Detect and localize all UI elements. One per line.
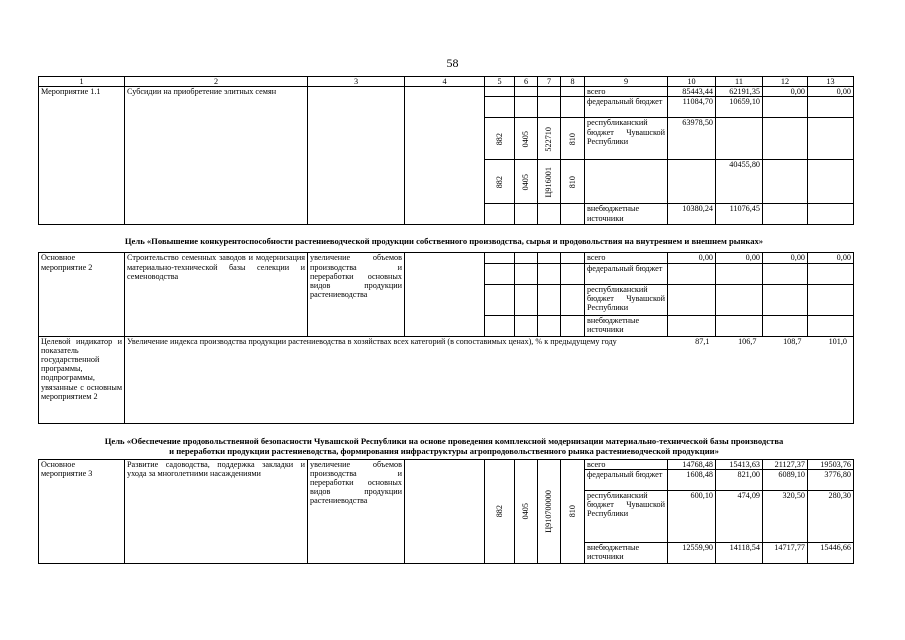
funding-source: республиканский бюджет Чувашской Республики [585, 118, 668, 160]
empty-cell [485, 284, 515, 315]
value-cell: 280,30 [808, 490, 854, 542]
value-cell: 0,00 [808, 87, 854, 97]
empty-cell [716, 263, 763, 284]
col-number: 5 [485, 77, 515, 87]
code-csr: Ц910700000 [538, 459, 561, 563]
value-cell: 1608,48 [668, 469, 716, 490]
goal-heading-line1: Цель «Обеспечение продовольственной безопасности Чувашской Республики на основе проведения комплексной модернизации материально-технической базы производства [104, 436, 784, 446]
activity-name: Основное мероприятие 3 [39, 459, 125, 563]
indicator-label: Целевой индикатор и показатель государственной программы, подпрограммы, увязанные с основным мероприятием 2 [39, 336, 125, 423]
value-cell: 14118,54 [716, 542, 763, 563]
code-csr: Ц916001 [538, 160, 561, 204]
empty-cell [763, 263, 808, 284]
col-number: 13 [808, 77, 854, 87]
empty-cell [538, 263, 561, 284]
empty-cell [515, 97, 538, 118]
page-number: 58 [446, 56, 459, 70]
activity-result: увеличение объемов производства и переработки основных видов продукции растениеводства [308, 253, 405, 336]
code-vr: 810 [561, 459, 585, 563]
value-cell: 108,7 [763, 336, 808, 423]
funding-source: федеральный бюджет [585, 469, 668, 490]
table-row [39, 253, 854, 263]
empty-cell [561, 263, 585, 284]
empty-cell [668, 160, 716, 204]
value-cell: 474,09 [716, 490, 763, 542]
empty-cell [668, 284, 716, 315]
value-cell: 21127,37 [763, 459, 808, 469]
table-row [39, 87, 854, 97]
empty-cell [515, 263, 538, 284]
empty-cell [515, 204, 538, 225]
value-cell: 0,00 [763, 87, 808, 97]
empty-cell [763, 204, 808, 225]
code-vr: 810 [561, 160, 585, 204]
funding-source: всего [585, 459, 668, 469]
empty-cell [485, 253, 515, 263]
funding-source: федеральный бюджет [585, 263, 668, 284]
funding-source: внебюджетные источники [585, 315, 668, 336]
activity-description: Субсидии на приобретение элитных семян [125, 87, 308, 225]
col-number: 7 [538, 77, 561, 87]
empty-cell [763, 97, 808, 118]
code-grbs: 882 [485, 118, 515, 160]
empty-cell [668, 263, 716, 284]
empty-cell [561, 253, 585, 263]
funding-source: федеральный бюджет [585, 97, 668, 118]
activity-description: Строительство семенных заводов и модернизация материально-технической базы селекции и семеноводства [125, 253, 308, 336]
empty-cell [485, 263, 515, 284]
empty-cell [716, 284, 763, 315]
activity-result: увеличение объемов производства и переработки основных видов продукции растениеводства [308, 459, 405, 563]
empty-cell [515, 253, 538, 263]
empty-cell [515, 284, 538, 315]
col-number: 4 [405, 77, 485, 87]
col-number: 2 [125, 77, 308, 87]
empty-cell [538, 315, 561, 336]
empty-cell [808, 204, 854, 225]
value-cell: 12559,90 [668, 542, 716, 563]
empty-cell [485, 315, 515, 336]
value-cell: 19503,76 [808, 459, 854, 469]
value-cell: 0,00 [763, 253, 808, 263]
col-number: 11 [716, 77, 763, 87]
empty-cell [716, 118, 763, 160]
value-cell: 63978,50 [668, 118, 716, 160]
funding-source: республиканский бюджет Чувашской Республики [585, 490, 668, 542]
value-cell: 85443,44 [668, 87, 716, 97]
program-table [38, 76, 854, 564]
empty-cell [538, 204, 561, 225]
col-number: 3 [308, 77, 405, 87]
empty-cell [808, 118, 854, 160]
funding-source: республиканский бюджет Чувашской Республики [585, 284, 668, 315]
funding-source: внебюджетные источники [585, 542, 668, 563]
empty-cell [308, 87, 405, 225]
empty-cell [716, 315, 763, 336]
activity-name: Основное мероприятие 2 [39, 253, 125, 336]
value-cell: 821,00 [716, 469, 763, 490]
value-cell: 15413,63 [716, 459, 763, 469]
code-csr: 522710 [538, 118, 561, 160]
empty-cell [485, 87, 515, 97]
value-cell: 101,0 [808, 336, 854, 423]
empty-cell [808, 160, 854, 204]
empty-cell [668, 315, 716, 336]
col-number: 8 [561, 77, 585, 87]
funding-source: внебюджетные источники [585, 204, 668, 225]
value-cell: 87,1 [668, 336, 716, 423]
empty-cell [515, 315, 538, 336]
empty-cell [485, 204, 515, 225]
activity-name: Мероприятие 1.1 [39, 87, 125, 225]
col-number: 12 [763, 77, 808, 87]
empty-cell [561, 97, 585, 118]
activity-description: Развитие садоводства, поддержка закладки и ухода за многолетними насаждениями [125, 459, 308, 563]
code-rz: 0405 [515, 160, 538, 204]
value-cell: 10659,10 [716, 97, 763, 118]
empty-cell [808, 315, 854, 336]
empty-cell [763, 284, 808, 315]
value-cell: 3776,80 [808, 469, 854, 490]
empty-cell [405, 253, 485, 336]
empty-cell [561, 204, 585, 225]
empty-cell [485, 97, 515, 118]
col-number: 9 [585, 77, 668, 87]
empty-cell [405, 87, 485, 225]
empty-cell [763, 160, 808, 204]
code-grbs: 882 [485, 160, 515, 204]
empty-cell [561, 284, 585, 315]
value-cell: 106,7 [716, 336, 763, 423]
col-number: 10 [668, 77, 716, 87]
value-cell: 0,00 [668, 253, 716, 263]
value-cell: 40455,80 [716, 160, 763, 204]
table-row [39, 459, 854, 469]
indicator-row [39, 336, 854, 423]
code-rz: 0405 [515, 118, 538, 160]
empty-cell [538, 87, 561, 97]
col-number: 1 [39, 77, 125, 87]
empty-cell [808, 97, 854, 118]
value-cell: 0,00 [716, 253, 763, 263]
empty-cell [561, 315, 585, 336]
empty-cell [585, 160, 668, 204]
col-number: 6 [515, 77, 538, 87]
goal-heading-line2: и переработки продукции растениеводства, формирования инфраструктуры агропродовольственного рынка растениеводческой продукции» [169, 446, 719, 456]
goal-heading: Цель «Повышение конкурентоспособности растениеводческой продукции собственного производства, сырья и продовольствия на внутреннем и внешнем рынках» [124, 236, 764, 246]
empty-cell [808, 263, 854, 284]
funding-source: всего [585, 87, 668, 97]
column-number-row [39, 77, 854, 87]
empty-cell [405, 459, 485, 563]
empty-cell [763, 118, 808, 160]
value-cell: 62191,35 [716, 87, 763, 97]
value-cell: 14768,48 [668, 459, 716, 469]
code-rz: 0405 [515, 459, 538, 563]
code-grbs: 882 [485, 459, 515, 563]
empty-cell [515, 87, 538, 97]
code-vr: 810 [561, 118, 585, 160]
value-cell: 0,00 [808, 253, 854, 263]
value-cell: 10380,24 [668, 204, 716, 225]
indicator-text: Увеличение индекса производства продукции растениеводства в хозяйствах всех категорий (в сопоставимых ценах), % к предыдущему году [125, 336, 668, 423]
value-cell: 6089,10 [763, 469, 808, 490]
value-cell: 11084,70 [668, 97, 716, 118]
value-cell: 15446,66 [808, 542, 854, 563]
value-cell: 14717,77 [763, 542, 808, 563]
empty-cell [763, 315, 808, 336]
empty-cell [561, 87, 585, 97]
value-cell: 11076,45 [716, 204, 763, 225]
empty-cell [538, 284, 561, 315]
empty-cell [538, 97, 561, 118]
empty-cell [808, 284, 854, 315]
value-cell: 600,10 [668, 490, 716, 542]
value-cell: 320,50 [763, 490, 808, 542]
funding-source: всего [585, 253, 668, 263]
empty-cell [538, 253, 561, 263]
